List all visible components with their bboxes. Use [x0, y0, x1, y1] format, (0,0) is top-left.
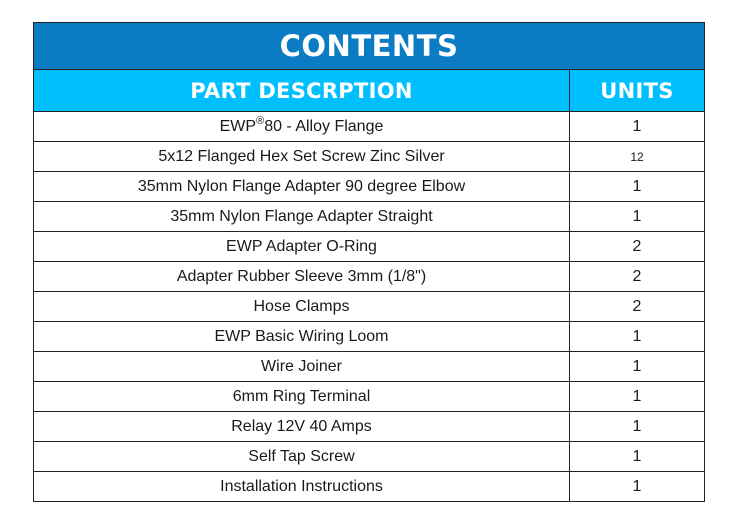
units-cell: 1: [632, 477, 642, 495]
units-cell: 1: [632, 357, 642, 375]
units-cell: 12: [630, 149, 644, 164]
table-header-row: [34, 70, 704, 112]
part-description-cell: Adapter Rubber Sleeve 3mm (1/8"): [34, 262, 570, 291]
part-description-prefix: EWP: [219, 117, 257, 135]
part-description-cell: Relay 12V 40 Amps: [34, 412, 570, 441]
units-cell: 1: [632, 177, 642, 195]
table-body: [34, 112, 704, 501]
part-description-cell: 5x12 Flanged Hex Set Screw Zinc Silver: [34, 142, 570, 171]
table-row: [34, 142, 704, 172]
part-description-cell: EWP Basic Wiring Loom: [34, 322, 570, 351]
table-row: [34, 322, 704, 352]
table-row: [34, 442, 704, 472]
units-cell: 2: [632, 267, 642, 285]
part-description-cell: 6mm Ring Terminal: [34, 382, 570, 411]
units-cell: 1: [632, 447, 642, 465]
header-part-description: PART DESCRPTION: [34, 70, 570, 111]
table-row: [34, 382, 704, 412]
part-description-cell: Installation Instructions: [34, 472, 570, 501]
units-cell: 2: [632, 237, 642, 255]
part-description-cell: Hose Clamps: [34, 292, 570, 321]
units-cell: 2: [632, 297, 642, 315]
table-row: [34, 292, 704, 322]
part-description-cell: 35mm Nylon Flange Adapter 90 degree Elbow: [34, 172, 570, 201]
part-description-cell: EWP Adapter O-Ring: [34, 232, 570, 261]
units-cell: 1: [632, 417, 642, 435]
contents-table: [33, 22, 705, 502]
part-description-cell: [34, 112, 570, 141]
part-description-cell: Wire Joiner: [34, 352, 570, 381]
table-row: [34, 232, 704, 262]
table-row: [34, 112, 704, 142]
table-row: [34, 352, 704, 382]
header-units: UNITS: [600, 78, 674, 103]
table-row: [34, 202, 704, 232]
part-description-cell: 35mm Nylon Flange Adapter Straight: [34, 202, 570, 231]
table-row: [34, 172, 704, 202]
units-cell: 1: [632, 327, 642, 345]
table-row: [34, 472, 704, 501]
units-cell: 1: [632, 117, 642, 135]
table-row: [34, 412, 704, 442]
registered-mark: ®: [256, 114, 265, 127]
part-description-cell: Self Tap Screw: [34, 442, 570, 471]
part-description-suffix: 80 - Alloy Flange: [264, 117, 384, 135]
units-cell: 1: [632, 387, 642, 405]
table-row: [34, 262, 704, 292]
units-cell: 1: [632, 207, 642, 225]
table-title: CONTENTS: [34, 23, 704, 70]
